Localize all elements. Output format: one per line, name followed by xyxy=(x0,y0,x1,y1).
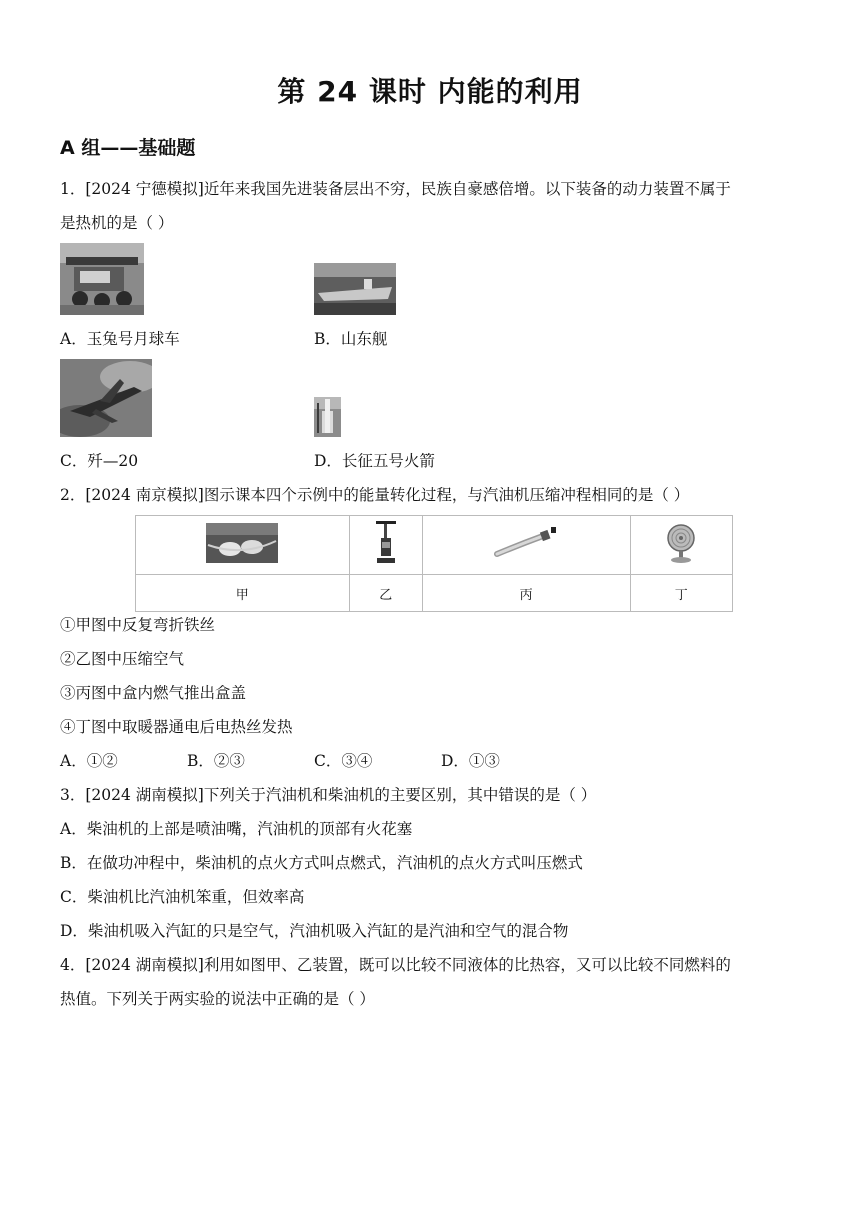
question-1-option-c[interactable]: C．歼—20 xyxy=(60,452,139,470)
table-cell-image-ding xyxy=(630,516,732,575)
aircraft-carrier-image xyxy=(314,263,396,315)
air-pump-image xyxy=(374,520,398,566)
question-1-text-line-1: 1．[2024 宁德模拟]近年来我国先进装备层出不穷，民族自豪感倍增。以下装备的动力装置不属于 xyxy=(60,180,731,198)
table-label-bing: 丙 xyxy=(422,575,630,612)
question-4-text-line-2: 热值。下列关于两实验的说法中正确的是（ ） xyxy=(60,990,375,1008)
table-label-yi: 乙 xyxy=(349,575,422,612)
page-title: 第 24 课时 内能的利用 xyxy=(277,75,583,108)
rocket-image xyxy=(314,397,341,437)
question-2-item-4: ④丁图中取暖器通电后电热丝发热 xyxy=(60,718,293,736)
question-2-option-c[interactable]: C．③④ xyxy=(314,752,373,770)
fighter-jet-image xyxy=(60,359,152,437)
table-cell-image-jia xyxy=(136,516,350,575)
question-3-option-d[interactable]: D．柴油机吸入汽缸的只是空气，汽油机吸入汽缸的是汽油和空气的混合物 xyxy=(60,922,569,940)
question-2-option-d[interactable]: D．①③ xyxy=(441,752,500,770)
question-2-option-b[interactable]: B．②③ xyxy=(187,752,245,770)
question-1-option-d[interactable]: D．长征五号火箭 xyxy=(314,452,435,470)
bending-wire-image xyxy=(206,523,278,563)
question-2-text: 2．[2024 南京模拟]图示课本四个示例中的能量转化过程，与汽油机压缩冲程相同的是（ ） xyxy=(60,486,690,504)
table-label-jia: 甲 xyxy=(136,575,350,612)
question-3-text: 3．[2024 湖南模拟]下列关于汽油机和柴油机的主要区别，其中错误的是（ ） xyxy=(60,786,597,804)
question-2-item-3: ③丙图中盒内燃气推出盒盖 xyxy=(60,684,247,702)
question-2-item-2: ②乙图中压缩空气 xyxy=(60,650,185,668)
heater-image xyxy=(664,522,698,564)
question-2-option-a[interactable]: A．①② xyxy=(60,752,118,770)
question-4-text-line-1: 4．[2024 湖南模拟]利用如图甲、乙装置，既可以比较不同液体的比热容，又可以比较不同燃料的 xyxy=(60,956,731,974)
question-3-option-c[interactable]: C．柴油机比汽油机笨重，但效率高 xyxy=(60,888,305,906)
table-label-ding: 丁 xyxy=(630,575,732,612)
section-heading: A 组——基础题 xyxy=(60,137,196,159)
table-cell-image-yi xyxy=(349,516,422,575)
energy-examples-table xyxy=(135,515,733,612)
lunar-rover-image xyxy=(60,243,144,315)
question-2-item-1: ①甲图中反复弯折铁丝 xyxy=(60,616,216,634)
combustion-box-image xyxy=(491,526,561,560)
question-1-text-line-2: 是热机的是（ ） xyxy=(60,214,174,232)
question-3-option-a[interactable]: A．柴油机的上部是喷油嘴，汽油机的顶部有火花塞 xyxy=(60,820,413,838)
table-cell-image-bing xyxy=(422,516,630,575)
question-1-option-b[interactable]: B．山东舰 xyxy=(314,330,388,348)
question-3-option-b[interactable]: B．在做功冲程中，柴油机的点火方式叫点燃式，汽油机的点火方式叫压燃式 xyxy=(60,854,583,872)
question-1-option-a[interactable]: A．玉兔号月球车 xyxy=(60,330,180,348)
